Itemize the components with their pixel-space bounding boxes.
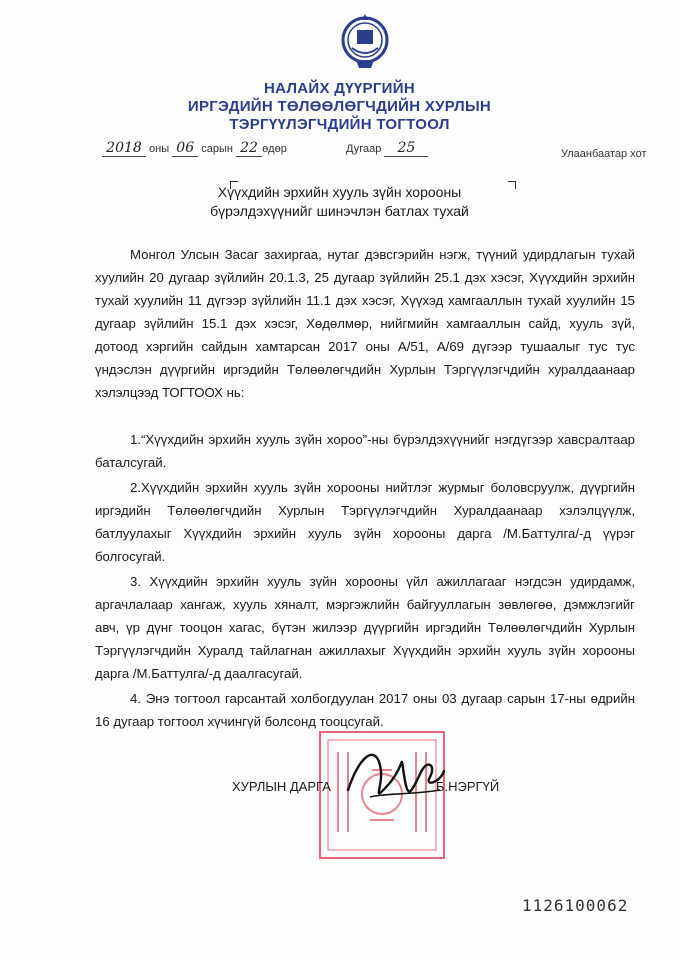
preamble-text: Монгол Улсын Засаг захиргаа, нутаг дэвсгэрийн нэгж, түүний удирдлагын тухай хуулийн 20 дугаар зүйлийн 20.1.3, 25 дугаар зүйлийн 25.1 дэх хэсэг, Хүүхдийн эрхийн тухай хуулийн 11 дүгээр зүйлийн 11.1 дэх хэсэг, Хүүхэд хамгааллын тухай хуулийн 15 дугаар зүйлийн 15.1 дэх хэсэг, Хөдөлмөр, нийгмийн хамгааллын сайд, хууль зүй, дотоод хэргийн сайдын хамтарсан 2017 оны А/51, А/69 дүгээр тушаалыг тус тус үндэслэн дүүргийн иргэдийн Төлөөлөгчдийн Хурлын Тэргүүлэгчдийн хуралдаанаар хэлэлцээд ТОГТООХ нь: <box>95 247 635 400</box>
city: Улаанбаатар хот <box>561 148 647 160</box>
header-line-2: ИРГЭДИЙН ТӨЛӨӨЛӨГЧДИЙН ХУРЛЫН <box>187 98 492 115</box>
date-line <box>102 140 287 157</box>
number-line <box>346 140 428 157</box>
handwritten-signature-icon <box>340 735 450 815</box>
date-year: 2018 <box>102 140 146 157</box>
date-month: 06 <box>172 140 198 157</box>
number-label: Дугаар <box>346 143 382 155</box>
resolution-items <box>95 428 635 733</box>
date-day: 22 <box>236 140 262 157</box>
preamble <box>95 243 635 404</box>
date-month-suffix: сарын <box>198 143 233 155</box>
resolution-item-1: 1.“Хүүхдийн эрхийн хууль зүйн хороо”-ны бүрэлдэхүүнийг нэгдүгээр хавсралтаар баталсугай. <box>95 432 635 470</box>
serial-number: 1126100062 <box>522 896 629 915</box>
resolution-item-2: 2.Хүүхдийн эрхийн хууль зүйн хорооны нийтлэг журмыг боловсруулж, дүүргийн иргэдийн Төлөөлөгчдийн Хурлын Тэргүүлэгчдийн Хуралдаанаар хэлэлцүүлж, батлуулахыг Хүүхдийн эрхийн хууль зүйн хорооны дарга /М.Баттулга/-д үүрэг болгосугай. <box>95 480 635 564</box>
signature-name: Б.НЭРГҮЙ <box>436 779 500 794</box>
resolution-item-4: 4. Энэ тогтоол гарсантай холбогдуулан 2017 оны 03 дугаар сарын 17-ны өдрийн 16 дугаар тогтоол хүчингүй болсонд тооцсугай. <box>95 691 635 729</box>
title-line-2: бүрэлдэхүүнийг шинэчлэн батлах тухай <box>210 203 469 219</box>
resolution-item-3: 3. Хүүхдийн эрхийн хууль зүйн хорооны үйл ажиллагааг нэгдсэн удирдамж, аргачлалаар хангаж, хууль хяналт, мэргэжлийн байгууллагын зөвлөгөө, дэмжлэгийг авч, үр дүнг тооцон хагас, бүтэн жилээр дүүргийн иргэдийн Төлөөлөгчдийн Хурлын Тэргүүлэгчдийн Хуралд тайлагнан ажиллахыг Хүүхдийн эрхийн хууль зүйн хорооны дарга /М.Баттулга/-д даалгасугай. <box>95 574 635 681</box>
date-day-suffix: өдөр <box>262 143 287 155</box>
document-title <box>0 183 679 221</box>
header-line-3: ТЭРГҮҮЛЭГЧДИЙН ТОГТООЛ <box>229 116 450 133</box>
date-year-suffix: оны <box>146 143 170 155</box>
header-line-1: НАЛАЙХ ДҮҮРГИЙН <box>264 80 415 97</box>
signature-title: ХУРЛЫН ДАРГА <box>232 779 331 794</box>
title-line-1: Хүүхдийн эрхийн хууль зүйн хорооны <box>217 184 462 200</box>
document-number: 25 <box>384 140 428 157</box>
state-emblem-icon <box>340 10 390 72</box>
